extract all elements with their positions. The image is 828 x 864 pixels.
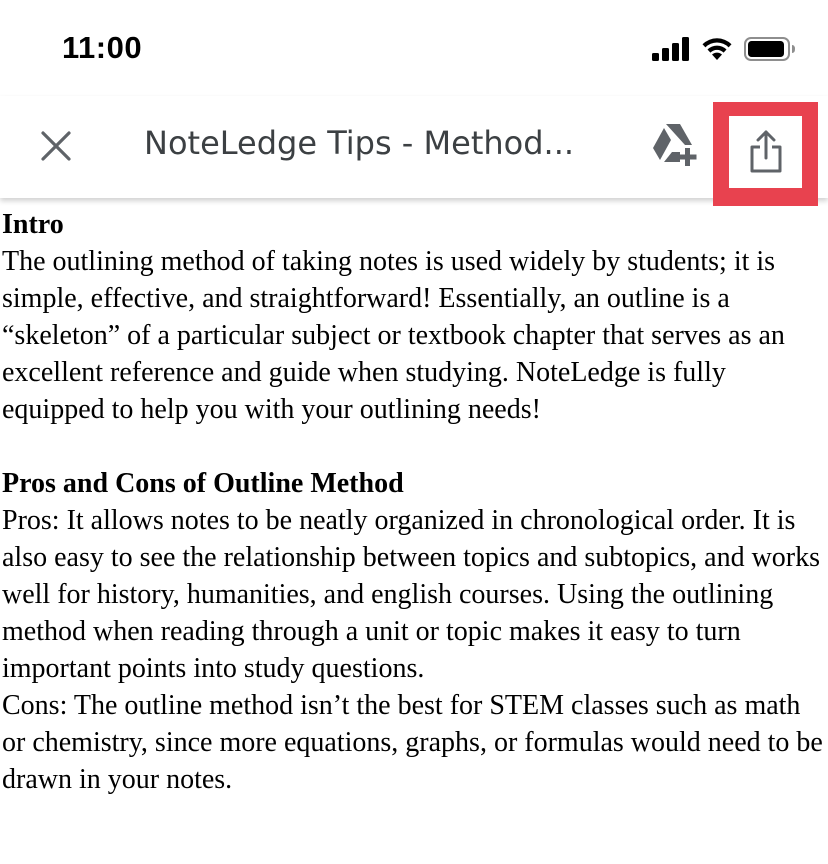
wifi-icon: [700, 36, 734, 62]
paragraph-spacer: [2, 428, 826, 465]
battery-icon: [744, 37, 796, 61]
add-to-drive-icon: [650, 122, 702, 168]
document-title: NoteLedge Tips - Method...: [144, 124, 575, 162]
share-button[interactable]: [729, 116, 802, 188]
share-icon: [749, 130, 783, 174]
cons-paragraph: Cons: The outline method isn’t the best for STEM classes such as math or chemistry, since more equations, graphs, or formulas would need to be drawn in your notes.: [2, 690, 823, 795]
document-body: [2, 206, 826, 798]
status-icons: [652, 36, 796, 62]
doc-toolbar: [0, 96, 828, 198]
section-heading-pros-cons: Pros and Cons of Outline Method: [2, 468, 404, 499]
add-to-drive-button[interactable]: [650, 122, 702, 168]
status-bar: [0, 0, 828, 96]
cellular-signal-icon: [652, 37, 690, 61]
pros-paragraph: Pros: It allows notes to be neatly organized in chronological order. It is also easy to see the relationship between topics and subtopics, and works well for history, humanities, and english courses. Using the outlining method when reading through a unit or topic makes it easy to turn important points into study questions.: [2, 505, 821, 684]
close-icon: [40, 130, 72, 162]
section-heading-intro: Intro: [2, 209, 64, 240]
status-time: 11:00: [62, 30, 143, 65]
close-button[interactable]: [36, 126, 76, 166]
intro-paragraph: The outlining method of taking notes is used widely by students; it is simple, effective, and straightforward! Essentially, an outline is a “skeleton” of a particular subject or textbook chapter that serves as an excellent reference and guide when studying. NoteLedge is fully equipped to help you with your outlining needs!: [2, 246, 785, 425]
